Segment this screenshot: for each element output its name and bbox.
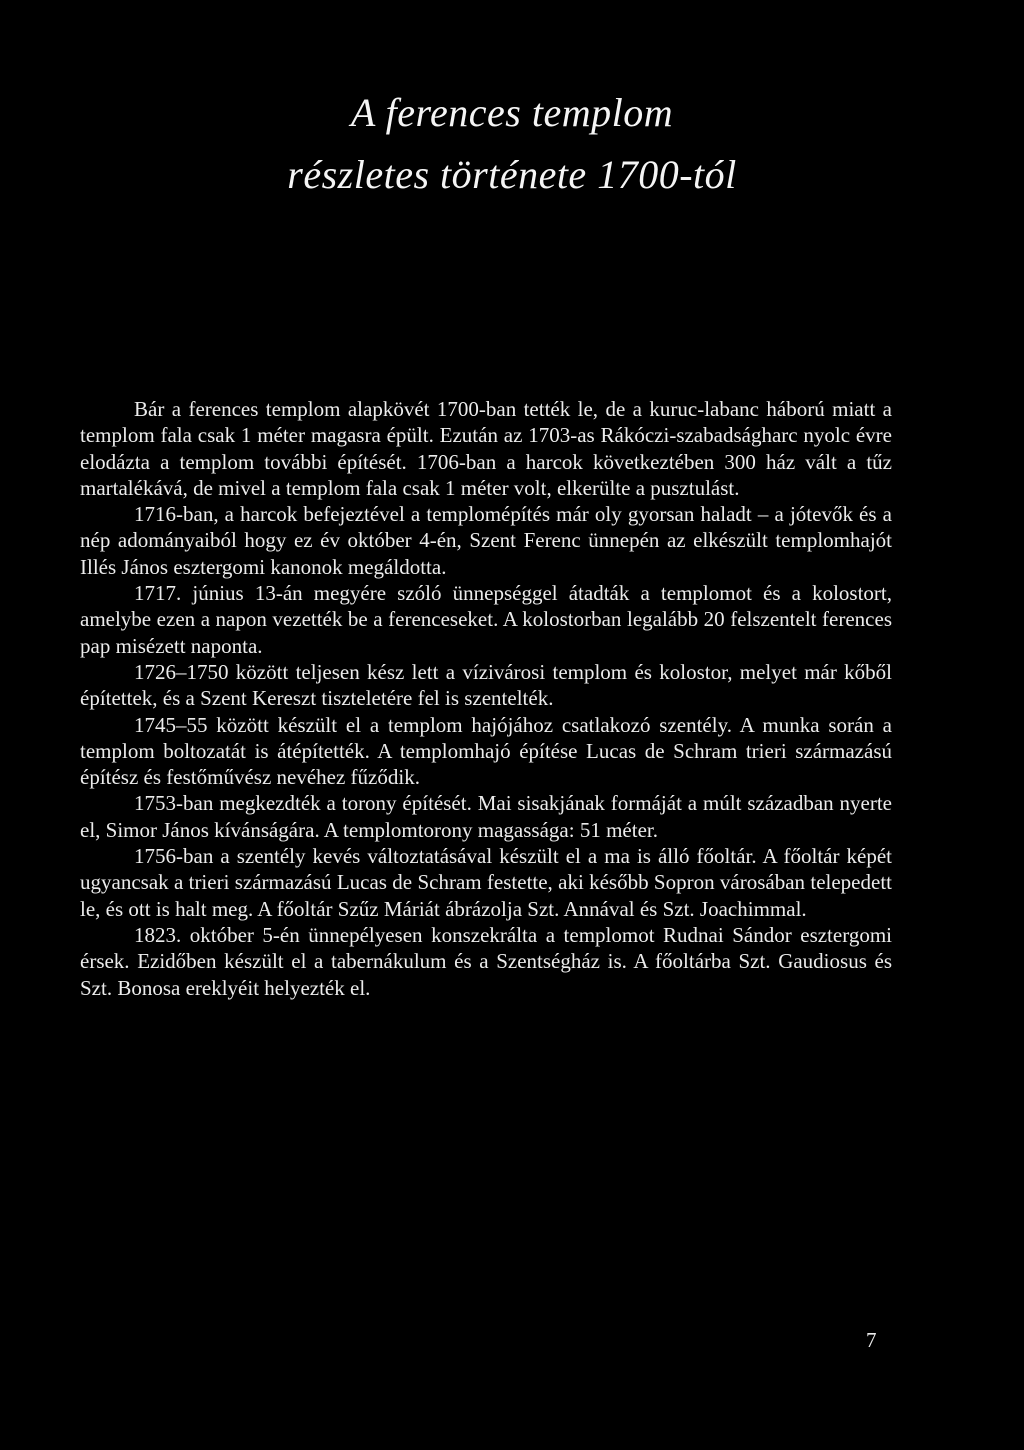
- page-title-line-1: A ferences templom: [350, 90, 674, 135]
- paragraph-1745: 1745–55 között készült el a templom hajójához csatlakozó szentély. A munka során a templom boltozatát is átépítették. A templomhajó építése Lucas de Schram trieri származású építész és festőművész nevéhez fűződik.: [80, 712, 892, 790]
- page-number: 7: [866, 1328, 877, 1352]
- paragraph-1756: 1756-ban a szentély kevés változtatásával készült el a ma is álló főoltár. A főoltár képét ugyancsak a trieri származású Lucas de Schram festette, aki később Sopron városában telepedett le, és ott is halt meg. A főoltár Szűz Máriát ábrázolja Szt. Annával és Szt. Joachimmal.: [80, 844, 892, 921]
- paragraph-1717: 1717. június 13-án megyére szóló ünnepséggel átadták a templomot és a kolostort, amelybe ezen a napon vezették be a ferenceseket. A kolostorban legalább 20 felszentelt ferences pap misézett naponta.: [80, 581, 892, 658]
- paragraph-1726: 1726–1750 között teljesen kész lett a vízivárosi templom és kolostor, melyet már kőből építettek, és a Szent Kereszt tiszteletére fel is szentelték.: [80, 659, 892, 711]
- body-text: [80, 396, 892, 1001]
- paragraph-1753: 1753-ban megkezdték a torony építését. Mai sisakjának formáját a múlt században nyerte el, Simor János kívánságára. A templomtorony magassága: 51 méter.: [80, 791, 892, 842]
- paragraph-1823: 1823. október 5-én ünnepélyesen konszekrálta a templomot Rudnai Sándor esztergomi érsek. Ezidőben készült el a tabernákulum és a Szentségház is. A főoltárba Szt. Gaudiosus és Szt. Bonosa ereklyéit helyezték el.: [80, 922, 892, 1000]
- paragraph-1700: Bár a ferences templom alapkövét 1700-ban tették le, de a kuruc-labanc háború miatt a templom fala csak 1 méter magasra épült. Ezután az 1703-as Rákóczi-szabadságharc nyolc évre elodázta a templom további építését. 1706-ban a harcok következtében 300 ház vált a tűz martalékává, de mivel a templom fala csak 1 méter volt, elkerülte a pusztulást.: [80, 397, 892, 500]
- page-title: [0, 82, 1024, 206]
- paragraph-1716: 1716-ban, a harcok befejeztével a templomépítés már oly gyorsan haladt – a jótevők és a nép adományaiból hogy ez év október 4-én, Szent Ferenc ünnepén az elkészült templomhajót Illés János esztergomi kanonok megáldotta.: [80, 502, 892, 579]
- page-title-line-2: részletes története 1700-tól: [287, 152, 737, 197]
